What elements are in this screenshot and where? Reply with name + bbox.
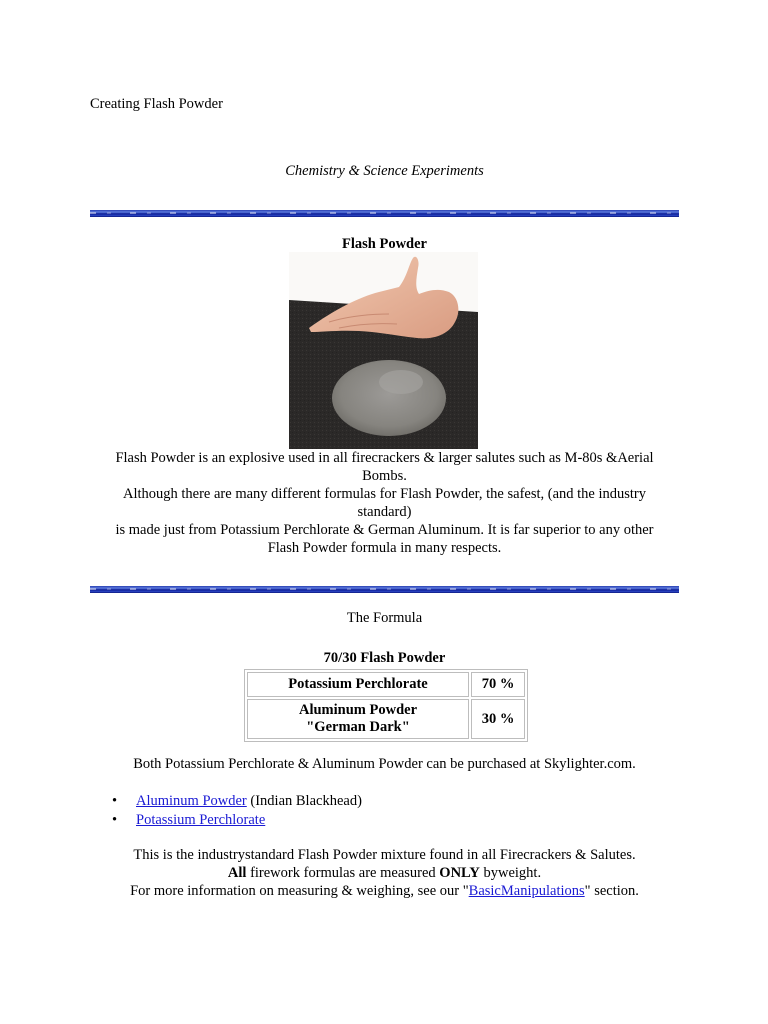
intro-line-2: Bombs. [362, 468, 407, 484]
intro-paragraph [90, 449, 679, 557]
ingredient-cell [247, 672, 469, 697]
closing-text: firework formulas are measured [246, 865, 440, 881]
ingredient-percent: 70 % [481, 676, 515, 692]
purchase-note: Both Potassium Perchlorate & Aluminum Powder can be purchased at Skylighter.com. [133, 756, 636, 772]
table-row [247, 699, 525, 739]
intro-line-1: Flash Powder is an explosive used in all firecrackers & larger salutes such as M-80s &Aerial [115, 450, 654, 466]
percent-cell [471, 699, 525, 739]
table-row [247, 672, 525, 697]
basic-manipulations-link[interactable]: BasicManipulations [468, 883, 585, 899]
closing-text: For more information on measuring & weighing, see our " [130, 883, 469, 899]
section-heading: Flash Powder [342, 236, 427, 252]
top-divider [90, 210, 679, 217]
document-title: Creating Flash Powder [90, 96, 223, 112]
closing-line-3 [90, 882, 679, 900]
ingredient-name: Potassium Perchlorate [288, 676, 428, 692]
ingredient-name-sub: "German Dark" [306, 719, 410, 735]
percent-cell [471, 672, 525, 697]
formula-table [244, 669, 528, 742]
subtitle: Chemistry & Science Experiments [285, 163, 484, 179]
closing-line-1: This is the industrystandard Flash Powder mixture found in all Firecrackers & Salutes. [133, 847, 636, 863]
aluminum-powder-link[interactable]: Aluminum Powder [136, 793, 247, 809]
formula-heading: The Formula [346, 610, 423, 626]
intro-line-3: Although there are many different formulas for Flash Powder, the safest, (and the industry [122, 486, 647, 502]
closing-paragraph [90, 846, 679, 900]
middle-divider [90, 586, 679, 593]
list-item [112, 811, 362, 830]
ingredient-percent: 30 % [481, 710, 515, 727]
closing-text: byweight. [479, 865, 542, 881]
closing-text: " section. [584, 883, 639, 899]
closing-bold-only: ONLY [439, 865, 480, 881]
closing-bold-all: All [227, 865, 247, 881]
ingredient-name: Aluminum Powder [298, 702, 418, 718]
link-suffix: (Indian Blackhead) [246, 793, 362, 809]
intro-line-4: standard) [357, 504, 412, 520]
ingredient-cell [247, 699, 469, 739]
closing-line-2 [90, 864, 679, 882]
table-title: 70/30 Flash Powder [323, 650, 446, 666]
potassium-perchlorate-link[interactable]: Potassium Perchlorate [136, 812, 266, 828]
flash-powder-photo-graphic [289, 252, 478, 449]
flash-powder-photo [289, 252, 478, 449]
product-links-list [112, 792, 362, 830]
list-item [112, 792, 362, 811]
intro-line-6: Flash Powder formula in many respects. [267, 540, 502, 556]
intro-line-5: is made just from Potassium Perchlorate & German Aluminum. It is far superior to any other [115, 522, 654, 538]
